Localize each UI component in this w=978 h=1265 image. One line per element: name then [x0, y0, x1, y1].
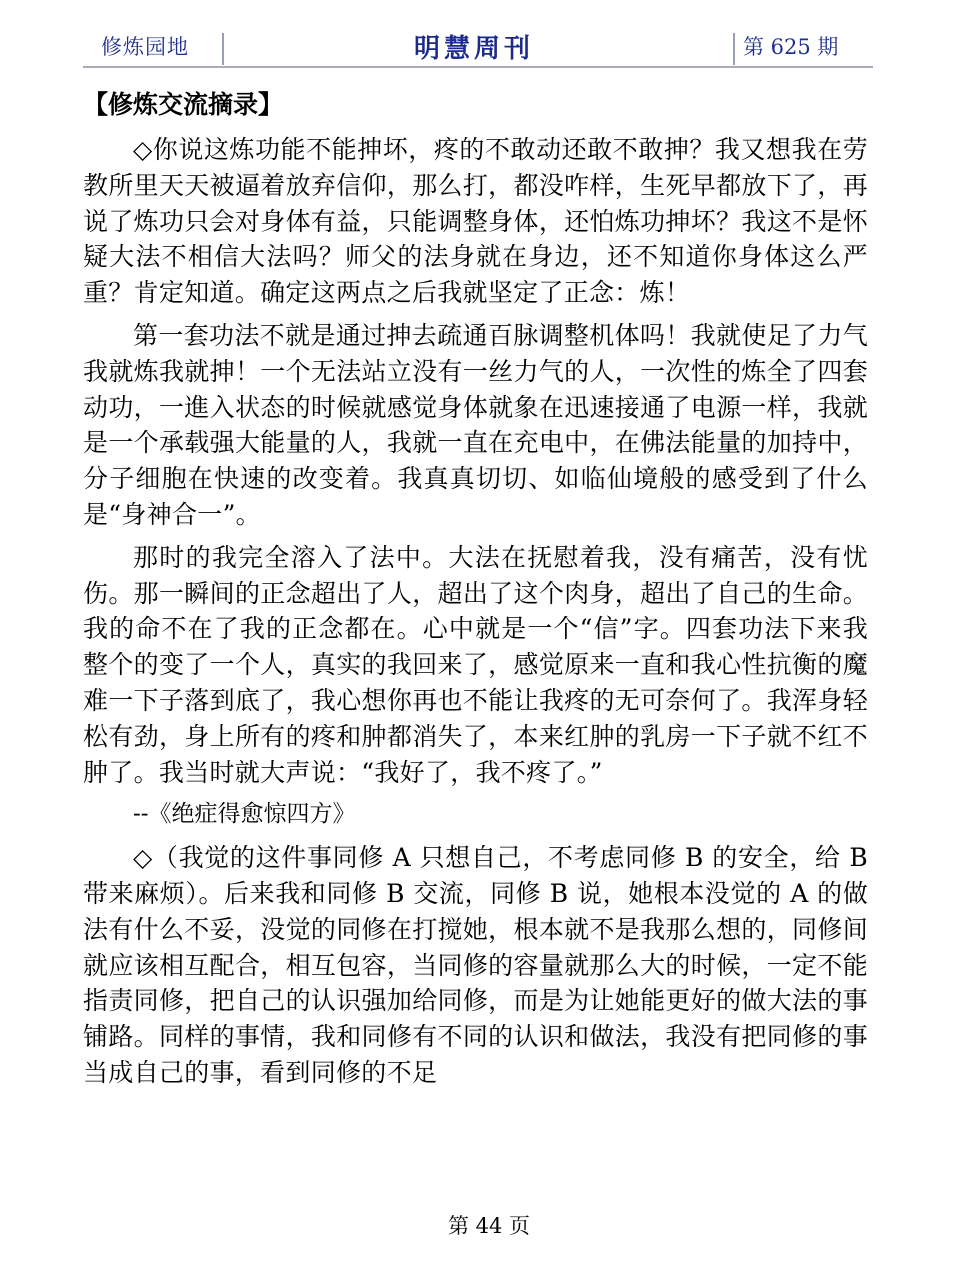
header-divider: [733, 33, 735, 65]
header-rule: [83, 66, 873, 68]
paragraph: ◇你说这炼功能不能抻坏，疼的不敢动还敢不敢抻？我又想我在劳教所里天天被逼着放弃信仰，那么打，都没咋样，生死早都放下了，再说了炼功只会对身体有益，只能调整身体，还怕炼功抻坏？我这不是怀疑大法不相信大法吗？师父的法身就在身边，还不知道你身体这么严重？肯定知道。确定这两点之后我就坚定了正念：炼！: [83, 135, 868, 308]
header-divider: [222, 33, 224, 65]
paragraph: 第一套功法不就是通过抻去疏通百脉调整机体吗！我就使足了力气我就炼我就抻！一个无法站立没有一丝力气的人，一次性的炼全了四套动功，一進入状态的时候就感觉身体就象在迅速接通了电源一样，我就是一个承载强大能量的人，我就一直在充电中，在佛法能量的加持中，分子细胞在快速的改变着。我真真切切、如临仙境般的感受到了什么是“身神合一”。: [83, 320, 868, 529]
header-publication-title: 明慧周刊: [413, 33, 534, 64]
header-section-name: 修炼园地: [101, 35, 189, 59]
paragraph: ◇（我觉的这件事同修 A 只想自己，不考虑同修 B 的安全，给 B 带来麻烦）。后来我和同修 B 交流，同修 B 说，她根本没觉的 A 的做法有什么不妥，没觉的同修在打搅她，根本就不是我那么想的，同修间就应该相互配合，相互包容，当同修的容量就那么大的时候，一定不能指责同修，把自己的认识强加给同修，而是为让她能更好的做大法的事铺路。同样的事情，我和同修有不同的认识和做法，我没有把同修的事当成自己的事，看到同修的不足: [83, 843, 868, 1087]
paragraph: 那时的我完全溶入了法中。大法在抚慰着我，没有痛苦，没有忧伤。那一瞬间的正念超出了人，超出了这个肉身，超出了自己的生命。我的命不在了我的正念都在。心中就是一个“信”字。四套功法下来我整个的变了一个人，真实的我回来了，感觉原来一直和我心性抗衡的魔难一下子落到底了，我心想你再也不能让我疼的无可奈何了。我浑身轻松有劲，身上所有的疼和肿都消失了，本来红肿的乳房一下子就不红不肿了。我当时就大声说：“我好了，我不疼了。”: [83, 542, 868, 787]
page-number: 第 44 页: [447, 1214, 531, 1238]
article-body: [83, 86, 868, 1098]
page-header: [83, 28, 873, 68]
section-title: 【修炼交流摘录】: [83, 90, 284, 119]
header-issue-number: 第 625 期: [743, 35, 839, 59]
source-citation: --《绝症得愈惊四方》: [133, 801, 356, 828]
